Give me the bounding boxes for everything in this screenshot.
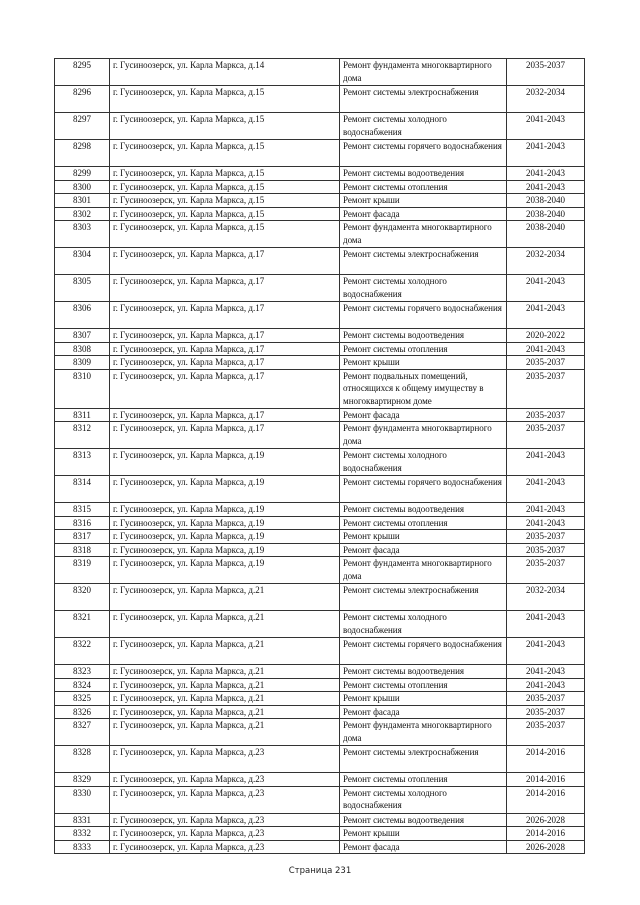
table-row: [55, 180, 585, 194]
row-number-cell: 8296: [55, 86, 110, 113]
years-cell: 2035-2037: [507, 692, 585, 706]
address-cell: г. Гусиноозерск, ул. Карла Маркса, д.15: [110, 140, 340, 167]
row-number-cell: 8313: [55, 449, 110, 476]
row-number-cell: 8319: [55, 557, 110, 584]
years-cell: 2041-2043: [507, 342, 585, 356]
years-cell: 2035-2037: [507, 408, 585, 422]
repair-schedule-table: [54, 58, 585, 854]
work-type-cell: Ремонт системы горячего водоснабжения: [340, 638, 507, 665]
address-cell: г. Гусиноозерск, ул. Карла Маркса, д.15: [110, 180, 340, 194]
years-cell: 2026-2028: [507, 840, 585, 854]
years-cell: 2014-2016: [507, 786, 585, 813]
table-row: [55, 140, 585, 167]
row-number-cell: 8305: [55, 275, 110, 302]
work-type-cell: Ремонт крыши: [340, 827, 507, 841]
work-type-cell: Ремонт фундамента многоквартирного дома: [340, 557, 507, 584]
work-type-cell: Ремонт системы водоотведения: [340, 167, 507, 181]
row-number-cell: 8297: [55, 113, 110, 140]
table-row: [55, 342, 585, 356]
address-cell: г. Гусиноозерск, ул. Карла Маркса, д.23: [110, 840, 340, 854]
work-type-cell: Ремонт системы отопления: [340, 773, 507, 787]
row-number-cell: 8295: [55, 59, 110, 86]
address-cell: г. Гусиноозерск, ул. Карла Маркса, д.21: [110, 692, 340, 706]
row-number-cell: 8320: [55, 584, 110, 611]
row-number-cell: 8315: [55, 503, 110, 517]
address-cell: г. Гусиноозерск, ул. Карла Маркса, д.17: [110, 248, 340, 275]
address-cell: г. Гусиноозерск, ул. Карла Маркса, д.15: [110, 86, 340, 113]
work-type-cell: Ремонт системы электроснабжения: [340, 86, 507, 113]
work-type-cell: Ремонт системы электроснабжения: [340, 248, 507, 275]
row-number-cell: 8311: [55, 408, 110, 422]
address-cell: г. Гусиноозерск, ул. Карла Маркса, д.23: [110, 827, 340, 841]
years-cell: 2032-2034: [507, 86, 585, 113]
years-cell: 2041-2043: [507, 476, 585, 503]
work-type-cell: Ремонт системы отопления: [340, 342, 507, 356]
address-cell: г. Гусиноозерск, ул. Карла Маркса, д.17: [110, 356, 340, 370]
work-type-cell: Ремонт фасада: [340, 705, 507, 719]
address-cell: г. Гусиноозерск, ул. Карла Маркса, д.23: [110, 786, 340, 813]
address-cell: г. Гусиноозерск, ул. Карла Маркса, д.21: [110, 719, 340, 746]
row-number-cell: 8308: [55, 342, 110, 356]
years-cell: 2035-2037: [507, 543, 585, 557]
address-cell: г. Гусиноозерск, ул. Карла Маркса, д.17: [110, 302, 340, 329]
address-cell: г. Гусиноозерск, ул. Карла Маркса, д.19: [110, 543, 340, 557]
row-number-cell: 8304: [55, 248, 110, 275]
work-type-cell: Ремонт системы отопления: [340, 678, 507, 692]
address-cell: г. Гусиноозерск, ул. Карла Маркса, д.21: [110, 611, 340, 638]
row-number-cell: 8300: [55, 180, 110, 194]
row-number-cell: 8306: [55, 302, 110, 329]
years-cell: 2041-2043: [507, 113, 585, 140]
work-type-cell: Ремонт крыши: [340, 194, 507, 208]
work-type-cell: Ремонт фасада: [340, 408, 507, 422]
table-row: [55, 557, 585, 584]
table-row: [55, 194, 585, 208]
table-row: [55, 422, 585, 449]
work-type-cell: Ремонт крыши: [340, 530, 507, 544]
row-number-cell: 8327: [55, 719, 110, 746]
row-number-cell: 8329: [55, 773, 110, 787]
table-row: [55, 773, 585, 787]
table-row: [55, 369, 585, 408]
work-type-cell: Ремонт системы водоотведения: [340, 503, 507, 517]
address-cell: г. Гусиноозерск, ул. Карла Маркса, д.17: [110, 342, 340, 356]
years-cell: 2014-2016: [507, 773, 585, 787]
page-number: Страница 231: [288, 866, 352, 876]
address-cell: г. Гусиноозерск, ул. Карла Маркса, д.17: [110, 275, 340, 302]
table-row: [55, 503, 585, 517]
table-row: [55, 275, 585, 302]
row-number-cell: 8299: [55, 167, 110, 181]
work-type-cell: Ремонт фасада: [340, 543, 507, 557]
table-row: [55, 248, 585, 275]
years-cell: 2041-2043: [507, 449, 585, 476]
row-number-cell: 8312: [55, 422, 110, 449]
years-cell: 2014-2016: [507, 827, 585, 841]
years-cell: 2041-2043: [507, 503, 585, 517]
row-number-cell: 8301: [55, 194, 110, 208]
row-number-cell: 8333: [55, 840, 110, 854]
work-type-cell: Ремонт системы холодного водоснабжения: [340, 275, 507, 302]
row-number-cell: 8316: [55, 516, 110, 530]
years-cell: 2032-2034: [507, 248, 585, 275]
row-number-cell: 8298: [55, 140, 110, 167]
table-row: [55, 611, 585, 638]
table-row: [55, 692, 585, 706]
address-cell: г. Гусиноозерск, ул. Карла Маркса, д.15: [110, 221, 340, 248]
row-number-cell: 8309: [55, 356, 110, 370]
table-row: [55, 530, 585, 544]
table-row: [55, 207, 585, 221]
address-cell: г. Гусиноозерск, ул. Карла Маркса, д.17: [110, 329, 340, 343]
work-type-cell: Ремонт подвальных помещений, относящихся к общему имуществу в многоквартирном доме: [340, 369, 507, 408]
row-number-cell: 8324: [55, 678, 110, 692]
work-type-cell: Ремонт системы электроснабжения: [340, 584, 507, 611]
years-cell: 2041-2043: [507, 180, 585, 194]
years-cell: 2041-2043: [507, 302, 585, 329]
years-cell: 2035-2037: [507, 557, 585, 584]
address-cell: г. Гусиноозерск, ул. Карла Маркса, д.19: [110, 557, 340, 584]
years-cell: 2020-2022: [507, 329, 585, 343]
row-number-cell: 8307: [55, 329, 110, 343]
work-type-cell: Ремонт крыши: [340, 692, 507, 706]
address-cell: г. Гусиноозерск, ул. Карла Маркса, д.21: [110, 665, 340, 679]
row-number-cell: 8310: [55, 369, 110, 408]
table-row: [55, 719, 585, 746]
table-row: [55, 59, 585, 86]
work-type-cell: Ремонт фундамента многоквартирного дома: [340, 422, 507, 449]
address-cell: г. Гусиноозерск, ул. Карла Маркса, д.19: [110, 516, 340, 530]
work-type-cell: Ремонт системы холодного водоснабжения: [340, 786, 507, 813]
years-cell: 2041-2043: [507, 516, 585, 530]
address-cell: г. Гусиноозерск, ул. Карла Маркса, д.23: [110, 773, 340, 787]
address-cell: г. Гусиноозерск, ул. Карла Маркса, д.15: [110, 194, 340, 208]
table-row: [55, 786, 585, 813]
table-row: [55, 476, 585, 503]
table-row: [55, 543, 585, 557]
table-row: [55, 827, 585, 841]
address-cell: г. Гусиноозерск, ул. Карла Маркса, д.17: [110, 422, 340, 449]
years-cell: 2038-2040: [507, 221, 585, 248]
row-number-cell: 8321: [55, 611, 110, 638]
work-type-cell: Ремонт системы водоотведения: [340, 329, 507, 343]
table-row: [55, 221, 585, 248]
row-number-cell: 8325: [55, 692, 110, 706]
work-type-cell: Ремонт системы холодного водоснабжения: [340, 449, 507, 476]
address-cell: г. Гусиноозерск, ул. Карла Маркса, д.19: [110, 449, 340, 476]
row-number-cell: 8302: [55, 207, 110, 221]
work-type-cell: Ремонт системы отопления: [340, 516, 507, 530]
address-cell: г. Гусиноозерск, ул. Карла Маркса, д.23: [110, 813, 340, 827]
table-row: [55, 813, 585, 827]
table-row: [55, 705, 585, 719]
row-number-cell: 8323: [55, 665, 110, 679]
years-cell: 2041-2043: [507, 678, 585, 692]
address-cell: г. Гусиноозерск, ул. Карла Маркса, д.19: [110, 503, 340, 517]
years-cell: 2041-2043: [507, 140, 585, 167]
work-type-cell: Ремонт фундамента многоквартирного дома: [340, 59, 507, 86]
work-type-cell: Ремонт системы водоотведения: [340, 665, 507, 679]
address-cell: г. Гусиноозерск, ул. Карла Маркса, д.21: [110, 705, 340, 719]
address-cell: г. Гусиноозерск, ул. Карла Маркса, д.15: [110, 167, 340, 181]
years-cell: 2041-2043: [507, 275, 585, 302]
table-row: [55, 584, 585, 611]
table-body: [55, 59, 585, 854]
table-row: [55, 408, 585, 422]
years-cell: 2014-2016: [507, 746, 585, 773]
years-cell: 2035-2037: [507, 422, 585, 449]
row-number-cell: 8331: [55, 813, 110, 827]
table-row: [55, 746, 585, 773]
address-cell: г. Гусиноозерск, ул. Карла Маркса, д.15: [110, 207, 340, 221]
row-number-cell: 8317: [55, 530, 110, 544]
table-row: [55, 167, 585, 181]
table-row: [55, 356, 585, 370]
years-cell: 2035-2037: [507, 369, 585, 408]
row-number-cell: 8328: [55, 746, 110, 773]
table-row: [55, 678, 585, 692]
years-cell: 2026-2028: [507, 813, 585, 827]
row-number-cell: 8318: [55, 543, 110, 557]
address-cell: г. Гусиноозерск, ул. Карла Маркса, д.14: [110, 59, 340, 86]
work-type-cell: Ремонт системы холодного водоснабжения: [340, 113, 507, 140]
work-type-cell: Ремонт системы горячего водоснабжения: [340, 140, 507, 167]
table-row: [55, 840, 585, 854]
years-cell: 2038-2040: [507, 194, 585, 208]
years-cell: 2035-2037: [507, 59, 585, 86]
address-cell: г. Гусиноозерск, ул. Карла Маркса, д.21: [110, 678, 340, 692]
table-row: [55, 302, 585, 329]
years-cell: 2041-2043: [507, 611, 585, 638]
row-number-cell: 8322: [55, 638, 110, 665]
years-cell: 2041-2043: [507, 638, 585, 665]
work-type-cell: Ремонт фасада: [340, 207, 507, 221]
row-number-cell: 8332: [55, 827, 110, 841]
table-row: [55, 665, 585, 679]
table-row: [55, 516, 585, 530]
work-type-cell: Ремонт фундамента многоквартирного дома: [340, 719, 507, 746]
work-type-cell: Ремонт системы электроснабжения: [340, 746, 507, 773]
years-cell: 2035-2037: [507, 705, 585, 719]
work-type-cell: Ремонт системы холодного водоснабжения: [340, 611, 507, 638]
row-number-cell: 8314: [55, 476, 110, 503]
address-cell: г. Гусиноозерск, ул. Карла Маркса, д.21: [110, 584, 340, 611]
address-cell: г. Гусиноозерск, ул. Карла Маркса, д.17: [110, 369, 340, 408]
work-type-cell: Ремонт фундамента многоквартирного дома: [340, 221, 507, 248]
work-type-cell: Ремонт фасада: [340, 840, 507, 854]
years-cell: 2032-2034: [507, 584, 585, 611]
address-cell: г. Гусиноозерск, ул. Карла Маркса, д.19: [110, 530, 340, 544]
address-cell: г. Гусиноозерск, ул. Карла Маркса, д.21: [110, 638, 340, 665]
address-cell: г. Гусиноозерск, ул. Карла Маркса, д.23: [110, 746, 340, 773]
years-cell: 2041-2043: [507, 665, 585, 679]
work-type-cell: Ремонт системы горячего водоснабжения: [340, 476, 507, 503]
work-type-cell: Ремонт системы горячего водоснабжения: [340, 302, 507, 329]
address-cell: г. Гусиноозерск, ул. Карла Маркса, д.15: [110, 113, 340, 140]
row-number-cell: 8303: [55, 221, 110, 248]
table-row: [55, 638, 585, 665]
address-cell: г. Гусиноозерск, ул. Карла Маркса, д.19: [110, 476, 340, 503]
work-type-cell: Ремонт крыши: [340, 356, 507, 370]
table-row: [55, 449, 585, 476]
work-type-cell: Ремонт системы отопления: [340, 180, 507, 194]
work-type-cell: Ремонт системы водоотведения: [340, 813, 507, 827]
address-cell: г. Гусиноозерск, ул. Карла Маркса, д.17: [110, 408, 340, 422]
table-row: [55, 86, 585, 113]
row-number-cell: 8326: [55, 705, 110, 719]
row-number-cell: 8330: [55, 786, 110, 813]
table-row: [55, 329, 585, 343]
table-row: [55, 113, 585, 140]
years-cell: 2035-2037: [507, 356, 585, 370]
years-cell: 2035-2037: [507, 719, 585, 746]
years-cell: 2038-2040: [507, 207, 585, 221]
years-cell: 2035-2037: [507, 530, 585, 544]
years-cell: 2041-2043: [507, 167, 585, 181]
